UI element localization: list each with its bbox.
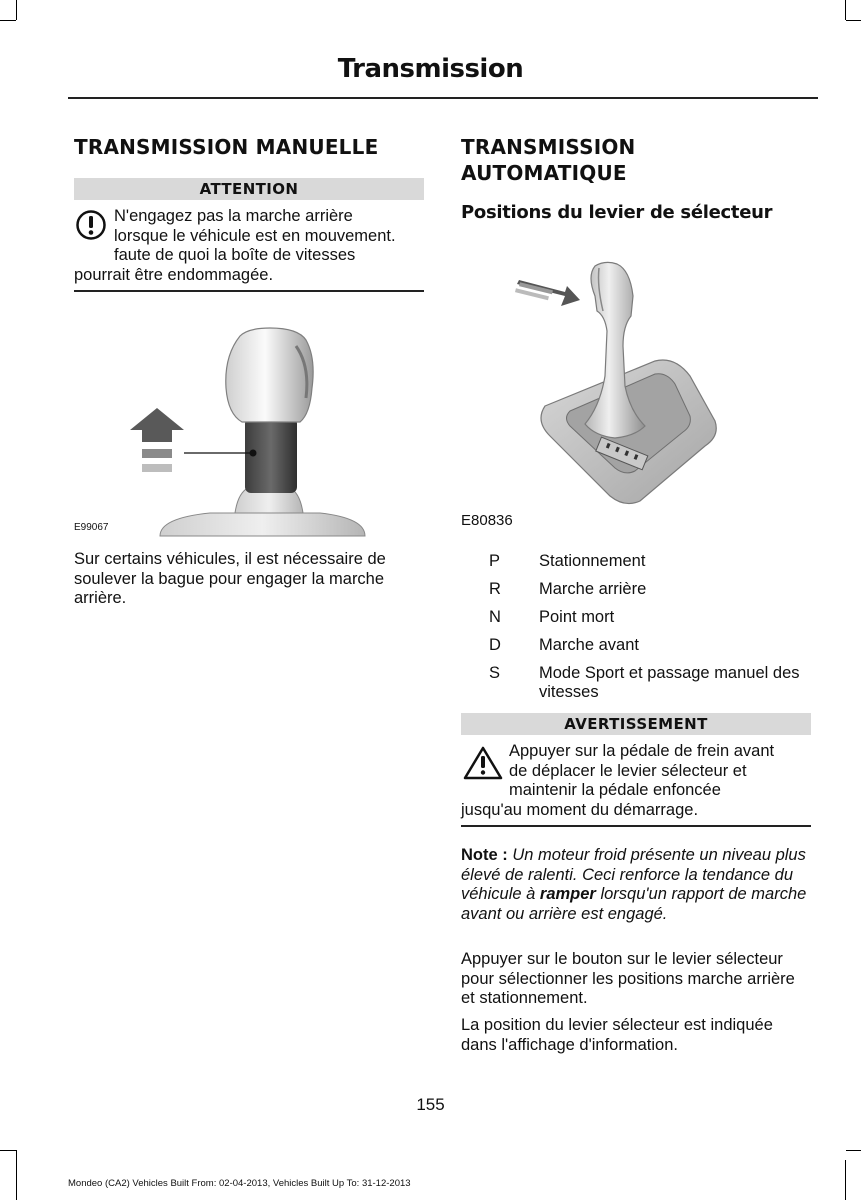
position-letter: P [489, 552, 501, 570]
crop-mark [16, 1150, 17, 1200]
list-item [461, 664, 813, 702]
position-label: Mode Sport et passage manuel des vitesses [539, 664, 800, 701]
warning-line: Appuyer sur la pédale de frein avant [509, 742, 775, 760]
manual-paragraph: Sur certains véhicules, il est nécessaire de soulever la bague pour engager la marche arrière. [74, 550, 386, 607]
list-item [461, 636, 813, 655]
position-letter: D [489, 636, 501, 654]
attention-line: pourrait être endommagée. [74, 265, 274, 284]
list-item [461, 608, 813, 627]
attention-title: ATTENTION [74, 178, 424, 200]
warning-line: jusqu'au moment du démarrage. [461, 800, 699, 819]
attention-text [74, 207, 434, 285]
crop-mark [16, 0, 17, 20]
note-paragraph [461, 846, 813, 924]
attention-line: lorsque le véhicule est en mouvement. [114, 226, 396, 245]
note-text: Un moteur froid présente un niveau plus élevé de ralenti. Ceci renforce la tendance du véhicule à [461, 846, 806, 903]
page-header-title: Transmission [337, 54, 524, 84]
warning-line: maintenir la pédale enfoncée [509, 781, 721, 799]
section-heading-manual: TRANSMISSION MANUELLE [74, 135, 379, 159]
note-text: lorsqu'un rapport de marche avant ou arrière est engagé. [461, 885, 807, 923]
crop-mark [845, 1160, 846, 1200]
crop-mark [846, 20, 861, 21]
position-letter: N [489, 608, 501, 626]
footer-text: Mondeo (CA2) Vehicles Built From: 02-04-2013, Vehicles Built Up To: 31-12-2013 [68, 1178, 411, 1189]
position-letter: S [489, 664, 501, 682]
crop-mark [846, 1150, 861, 1151]
attention-rule [74, 290, 424, 292]
section-heading-auto-line1: TRANSMISSION [461, 135, 636, 159]
warning-title: AVERTISSEMENT [461, 713, 811, 735]
warning-line: de déplacer le levier sélecteur et [509, 761, 747, 780]
figure-id-manual: E99067 [74, 522, 109, 533]
note-emphasis: ramper [539, 885, 596, 903]
position-label: Marche avant [539, 636, 639, 654]
list-item [461, 552, 813, 571]
position-label: Marche arrière [539, 580, 647, 598]
position-label: Stationnement [539, 552, 646, 570]
auto-paragraph-1: Appuyer sur le bouton sur le levier sélecteur pour sélectionner les positions marche arrière et stationnement. [461, 950, 795, 1007]
list-item [461, 580, 813, 599]
sub-heading-selector-positions: Positions du levier de sélecteur [461, 202, 773, 223]
attention-line: faute de quoi la boîte de vitesses [114, 246, 356, 264]
automatic-selector-illustration [505, 256, 725, 512]
auto-paragraph-2: La position du levier sélecteur est indiquée dans l'affichage d'information. [461, 1016, 773, 1054]
warning-text [461, 742, 821, 820]
page-number: 155 [416, 1095, 445, 1114]
warning-rule [461, 825, 811, 827]
header-rule [68, 97, 818, 99]
manual-gear-knob-illustration [120, 318, 370, 538]
note-label: Note : [461, 846, 508, 864]
crop-mark [0, 20, 16, 21]
section-heading-auto-line2: AUTOMATIQUE [461, 161, 627, 185]
figure-id-automatic: E80836 [461, 512, 513, 529]
attention-line: N'engagez pas la marche arrière [114, 207, 353, 225]
position-label: Point mort [539, 608, 615, 626]
position-letter: R [489, 580, 501, 598]
crop-mark [0, 1150, 16, 1151]
crop-mark [845, 0, 846, 20]
selector-positions-list [461, 552, 813, 711]
